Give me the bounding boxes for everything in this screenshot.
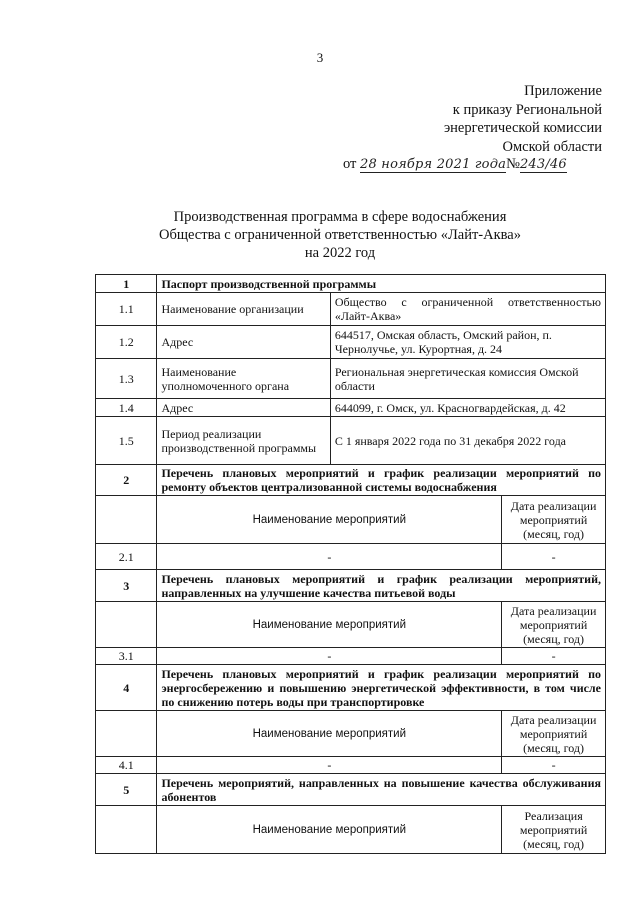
appendix-line-4: Омской области xyxy=(502,138,602,155)
row-number: 4.1 xyxy=(96,757,157,774)
row-number: 3.1 xyxy=(96,648,157,665)
row-value: Общество с ограниченной ответственностью «Лайт-Аква» xyxy=(330,293,605,326)
table-row xyxy=(96,293,606,326)
row-value: Региональная энергетическая комиссия Омской области xyxy=(330,359,605,399)
date-prefix: от xyxy=(343,156,357,172)
table-row xyxy=(96,465,606,496)
appendix-block xyxy=(444,82,602,156)
table-row xyxy=(96,757,606,774)
row-name: - xyxy=(157,544,502,570)
row-label: Период реализации производственной программы xyxy=(157,417,330,465)
row-date: - xyxy=(502,648,606,665)
row-number: 2.1 xyxy=(96,544,157,570)
row-value: С 1 января 2022 года по 31 декабря 2022 года xyxy=(330,417,605,465)
table-row xyxy=(96,665,606,711)
section-3-title: Перечень плановых мероприятий и график реализации мероприятий, направленных на улучшение качества питьевой воды xyxy=(157,570,606,602)
row-label: Адрес xyxy=(157,399,330,417)
table-row xyxy=(96,648,606,665)
row-label: Наименование уполномоченного органа xyxy=(157,359,330,399)
section-1-title: Паспорт производственной программы xyxy=(157,275,606,293)
table-row xyxy=(96,275,606,293)
document-title xyxy=(110,208,570,262)
row-name: - xyxy=(157,648,502,665)
table-row xyxy=(96,359,606,399)
column-header-name: Наименование мероприятий xyxy=(157,496,502,544)
row-label: Адрес xyxy=(157,326,330,359)
order-date-line xyxy=(343,156,567,173)
column-header-name: Наименование мероприятий xyxy=(157,711,502,757)
section-5-title: Перечень мероприятий, направленных на повышение качества обслуживания абонентов xyxy=(157,774,606,806)
row-number: 1.4 xyxy=(96,399,157,417)
row-number: 1.1 xyxy=(96,293,157,326)
empty-cell xyxy=(96,711,157,757)
table-row xyxy=(96,399,606,417)
column-header-date: Дата реализации мероприятий (месяц, год) xyxy=(502,602,606,648)
table-row xyxy=(96,602,606,648)
page-number: 3 xyxy=(316,50,324,65)
table-row xyxy=(96,806,606,854)
section-2-number: 2 xyxy=(96,465,157,496)
table-row xyxy=(96,417,606,465)
section-3-number: 3 xyxy=(96,570,157,602)
column-header-name: Наименование мероприятий xyxy=(157,602,502,648)
row-value: 644099, г. Омск, ул. Красногвардейская, д. 42 xyxy=(330,399,605,417)
table-row xyxy=(96,711,606,757)
row-label: Наименование организации xyxy=(157,293,330,326)
section-2-title: Перечень плановых мероприятий и график реализации мероприятий по ремонту объектов централизованной системы водоснабжения xyxy=(157,465,606,496)
number-prefix: № xyxy=(506,156,520,172)
column-header-date: Реализация мероприятий (месяц, год) xyxy=(502,806,606,854)
handwritten-number: 243/46 xyxy=(519,157,567,172)
table-row xyxy=(96,496,606,544)
section-1-number: 1 xyxy=(96,275,157,293)
row-number: 1.2 xyxy=(96,326,157,359)
row-number: 1.3 xyxy=(96,359,157,399)
title-line-2: Общества с ограниченной ответственностью «Лайт-Аква» xyxy=(159,227,521,243)
table-row xyxy=(96,774,606,806)
section-4-number: 4 xyxy=(96,665,157,711)
column-header-date: Дата реализации мероприятий (месяц, год) xyxy=(502,496,606,544)
handwritten-date: 28 ноября 2021 года xyxy=(360,157,507,172)
row-value: 644517, Омская область, Омский район, п. Чернолучье, ул. Курортная, д. 24 xyxy=(330,326,605,359)
program-table xyxy=(95,274,606,854)
table-row xyxy=(96,570,606,602)
empty-cell xyxy=(96,496,157,544)
table-row xyxy=(96,544,606,570)
table-row xyxy=(96,326,606,359)
title-line-3: на 2022 год xyxy=(304,245,376,261)
column-header-name: Наименование мероприятий xyxy=(157,806,502,854)
appendix-line-2: к приказу Региональной xyxy=(452,101,602,118)
row-date: - xyxy=(502,757,606,774)
row-date: - xyxy=(502,544,606,570)
appendix-line-1: Приложение xyxy=(524,83,602,99)
empty-cell xyxy=(96,806,157,854)
appendix-line-3: энергетической комиссии xyxy=(443,120,602,136)
title-line-1: Производственная программа в сфере водоснабжения xyxy=(173,209,507,225)
column-header-date: Дата реализации мероприятий (месяц, год) xyxy=(502,711,606,757)
empty-cell xyxy=(96,602,157,648)
section-4-title: Перечень плановых мероприятий и график реализации мероприятий по энергосбережению и повышению энергетической эффективности, в том числе по снижению потерь воды при транспортировке xyxy=(157,665,606,711)
row-number: 1.5 xyxy=(96,417,157,465)
section-5-number: 5 xyxy=(96,774,157,806)
row-name: - xyxy=(157,757,502,774)
